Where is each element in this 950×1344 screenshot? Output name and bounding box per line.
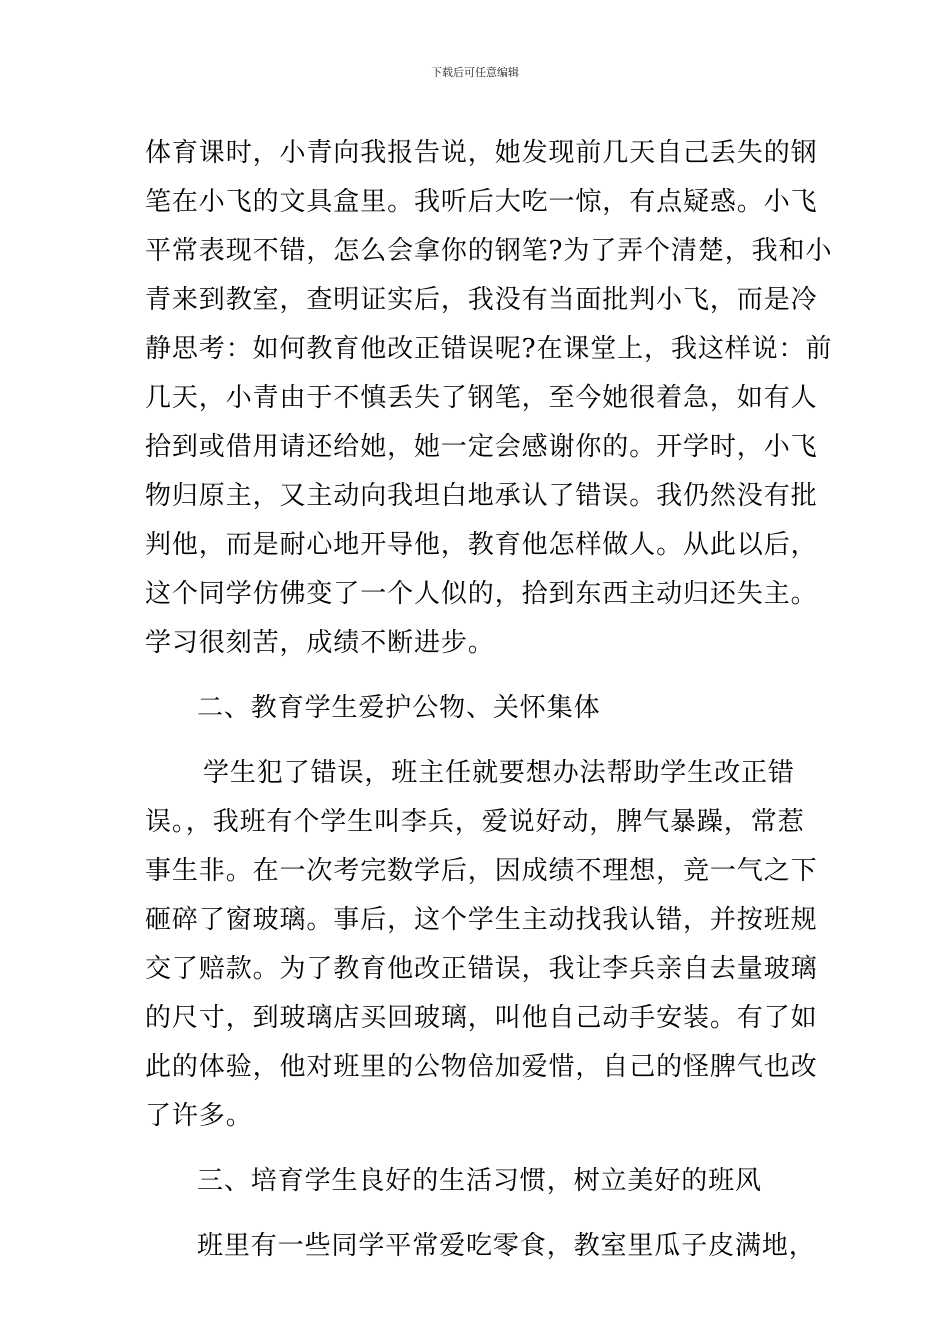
text-line: 平常表现不错，怎么会拿你的钢笔?为了弄个清楚，我和小 bbox=[145, 236, 833, 266]
text-line: 静思考：如何教育他改正错误呢?在课堂上，我这样说：前 bbox=[145, 334, 833, 364]
text-line: 青来到教室，查明证实后，我没有当面批判小飞，而是冷 bbox=[145, 285, 818, 315]
paragraph-snacks bbox=[145, 1222, 816, 1271]
section-heading: 二、教育学生爱护公物、关怀集体 bbox=[197, 693, 601, 723]
text-line: 了许多。 bbox=[145, 1101, 253, 1131]
page-header: 下载后可任意编辑 bbox=[431, 66, 519, 79]
text-line: 事生非。在一次考完数学后，因成绩不理想，竞一气之下 bbox=[145, 856, 818, 886]
text-line: 几天，小青由于不慎丢失了钢笔，至今她很着急，如有人 bbox=[145, 383, 818, 413]
paragraph-spacer bbox=[145, 1141, 810, 1157]
text-line: 此的体验，他对班里的公物倍加爱惜，自己的怪脾气也改 bbox=[145, 1052, 818, 1082]
text-line: 班里有一些同学平常爱吃零食，教室里瓜子皮满地， bbox=[197, 1231, 816, 1261]
text-line: 交了赔款。为了教育他改正错误，我让李兵亲自去量玻璃 bbox=[145, 954, 818, 984]
text-line: 这个同学仿佛变了一个人似的，拾到东西主动归还失主。 bbox=[145, 579, 818, 609]
section-heading-three bbox=[145, 1157, 810, 1206]
text-line: 学习很刻苦，成绩不断进步。 bbox=[145, 628, 495, 658]
text-line: 判他，而是耐心地开导他，教育他怎样做人。从此以后， bbox=[145, 530, 818, 560]
text-line: 拾到或借用请还给她，她一定会感谢你的。开学时，小飞 bbox=[145, 432, 818, 462]
paragraph-spacer bbox=[145, 733, 810, 749]
paragraph-spacer bbox=[145, 668, 810, 684]
text-line: 砸碎了窗玻璃。事后，这个学生主动找我认错，并按班规 bbox=[145, 905, 818, 935]
text-line: 体育课时，小青向我报告说，她发现前几天自己丢失的钢 bbox=[145, 138, 818, 168]
text-line: 物归原主，又主动向我坦白地承认了错误。我仍然没有批 bbox=[145, 481, 818, 511]
paragraph-story-xiaofei bbox=[145, 129, 833, 668]
section-heading-two bbox=[145, 684, 810, 733]
text-line: 误。，我班有个学生叫李兵，爱说好动，脾气暴躁，常惹 bbox=[145, 807, 805, 837]
section-heading: 三、培育学生良好的生活习惯，树立美好的班风 bbox=[197, 1166, 762, 1196]
paragraph-spacer bbox=[145, 1206, 810, 1222]
document-body bbox=[145, 129, 833, 1271]
text-line: 的尺寸，到玻璃店买回玻璃，叫他自己动手安装。有了如 bbox=[145, 1003, 818, 1033]
text-line: 学生犯了错误，班主任就要想办法帮助学生改正错 bbox=[203, 758, 795, 788]
text-line: 笔在小飞的文具盒里。我听后大吃一惊，有点疑惑。小飞 bbox=[145, 187, 818, 217]
paragraph-story-libing bbox=[145, 749, 818, 1141]
